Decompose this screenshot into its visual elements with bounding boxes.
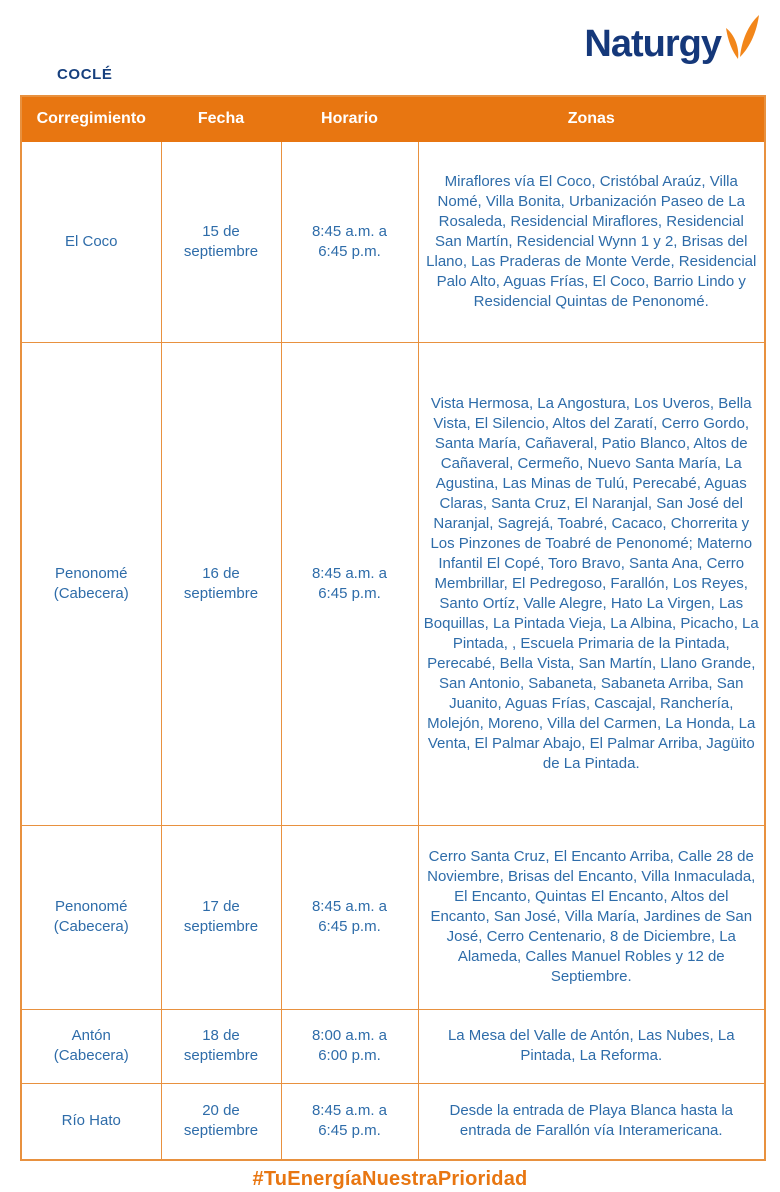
zonas-cell: Miraflores vía El Coco, Cristóbal Araúz, Villa Nomé, Villa Bonita, Urbanización Paseo de La Rosaleda, Residencial Miraflores, Residencial San Martín, Residencial Wynn 1 y 2, Brisas del Llano, Las Praderas de Monte Verde, Residencial Palo Alto, Aguas Frías, El Coco, Barrio Lindo y Residencial Quintas de Penonomé. [418, 141, 765, 342]
table-row [21, 141, 765, 342]
table-header-row [21, 96, 765, 141]
corregimiento-cell: Penonomé (Cabecera) [21, 825, 161, 1009]
page-header [0, 0, 780, 95]
column-header-corregimiento: Corregimiento [21, 96, 161, 141]
zonas-cell: Desde la entrada de Playa Blanca hasta la entrada de Farallón vía Interamericana. [418, 1083, 765, 1160]
corregimiento-cell: Penonomé (Cabecera) [21, 342, 161, 825]
corregimiento-cell: Antón (Cabecera) [21, 1009, 161, 1083]
horario-cell: 8:45 a.m. a 6:45 p.m. [281, 141, 418, 342]
zonas-cell: La Mesa del Valle de Antón, Las Nubes, La Pintada, La Reforma. [418, 1009, 765, 1083]
fecha-cell: 18 de septiembre [161, 1009, 281, 1083]
zonas-cell: Vista Hermosa, La Angostura, Los Uveros, Bella Vista, El Silencio, Altos del Zaratí, Cerro Gordo, Santa María, Cañaveral, Patio Blanco, Altos de Cañaveral, Cermeño, Nuevo Santa María, La Agustina, Las Minas de Tulú, Perecabé, Aguas Claras, Santa Cruz, El Naranjal, San José del Naranjal, Sagrejá, Toabré, Cacaco, Chorrerita y Los Pinzones de Toabré de Penonomé; Materno Infantil El Copé, Toro Bravo, Santa Ana, Cerro Membrillar, El Pedregoso, Farallón, Los Reyes, Santo Ortíz, Valle Alegre, Hato La Virgen, Las Boquillas, La Pintada Vieja, La Albina, Picacho, La Pintada, , Escuela Primaria de la Pintada, Perecabé, Bella Vista, San Martín, Llano Grande, San Antonio, Sabaneta, Sabaneta Arriba, San Juanito, Aguas Frías, Cascajal, Ranchería, Molejón, Moreno, Villa del Carmen, La Honda, La Venta, El Palmar Abajo, El Palmar Arriba, Jagüito de La Pintada. [418, 342, 765, 825]
page-footer [0, 1168, 780, 1191]
horario-cell: 8:45 a.m. a 6:45 p.m. [281, 1083, 418, 1160]
fecha-cell: 20 de septiembre [161, 1083, 281, 1160]
region-label: COCLÉ [57, 66, 113, 83]
horario-cell: 8:00 a.m. a 6:00 p.m. [281, 1009, 418, 1083]
corregimiento-cell: El Coco [21, 141, 161, 342]
table-row [21, 825, 765, 1009]
fecha-cell: 16 de septiembre [161, 342, 281, 825]
horario-cell: 8:45 a.m. a 6:45 p.m. [281, 825, 418, 1009]
outage-table [20, 95, 766, 1161]
table-row [21, 342, 765, 825]
table-row [21, 1083, 765, 1160]
corregimiento-cell: Río Hato [21, 1083, 161, 1160]
column-header-horario: Horario [281, 96, 418, 141]
brand-wordmark: Naturgy [584, 23, 721, 65]
horario-cell: 8:45 a.m. a 6:45 p.m. [281, 342, 418, 825]
table-row [21, 1009, 765, 1083]
fecha-cell: 17 de septiembre [161, 825, 281, 1009]
column-header-zonas: Zonas [418, 96, 765, 141]
zonas-cell: Cerro Santa Cruz, El Encanto Arriba, Calle 28 de Noviembre, Brisas del Encanto, Villa Inmaculada, El Encanto, Quintas El Encanto, Altos del Encanto, San José, Villa María, Jardines de San José, Cerro Centenario, 8 de Diciembre, La Alameda, Calles Manuel Robles y 12 de Septiembre. [418, 825, 765, 1009]
column-header-fecha: Fecha [161, 96, 281, 141]
fecha-cell: 15 de septiembre [161, 141, 281, 342]
brand-logo [584, 20, 760, 69]
hashtag: #TuEnergíaNuestraPrioridad [252, 1168, 528, 1190]
butterfly-icon [721, 20, 760, 69]
